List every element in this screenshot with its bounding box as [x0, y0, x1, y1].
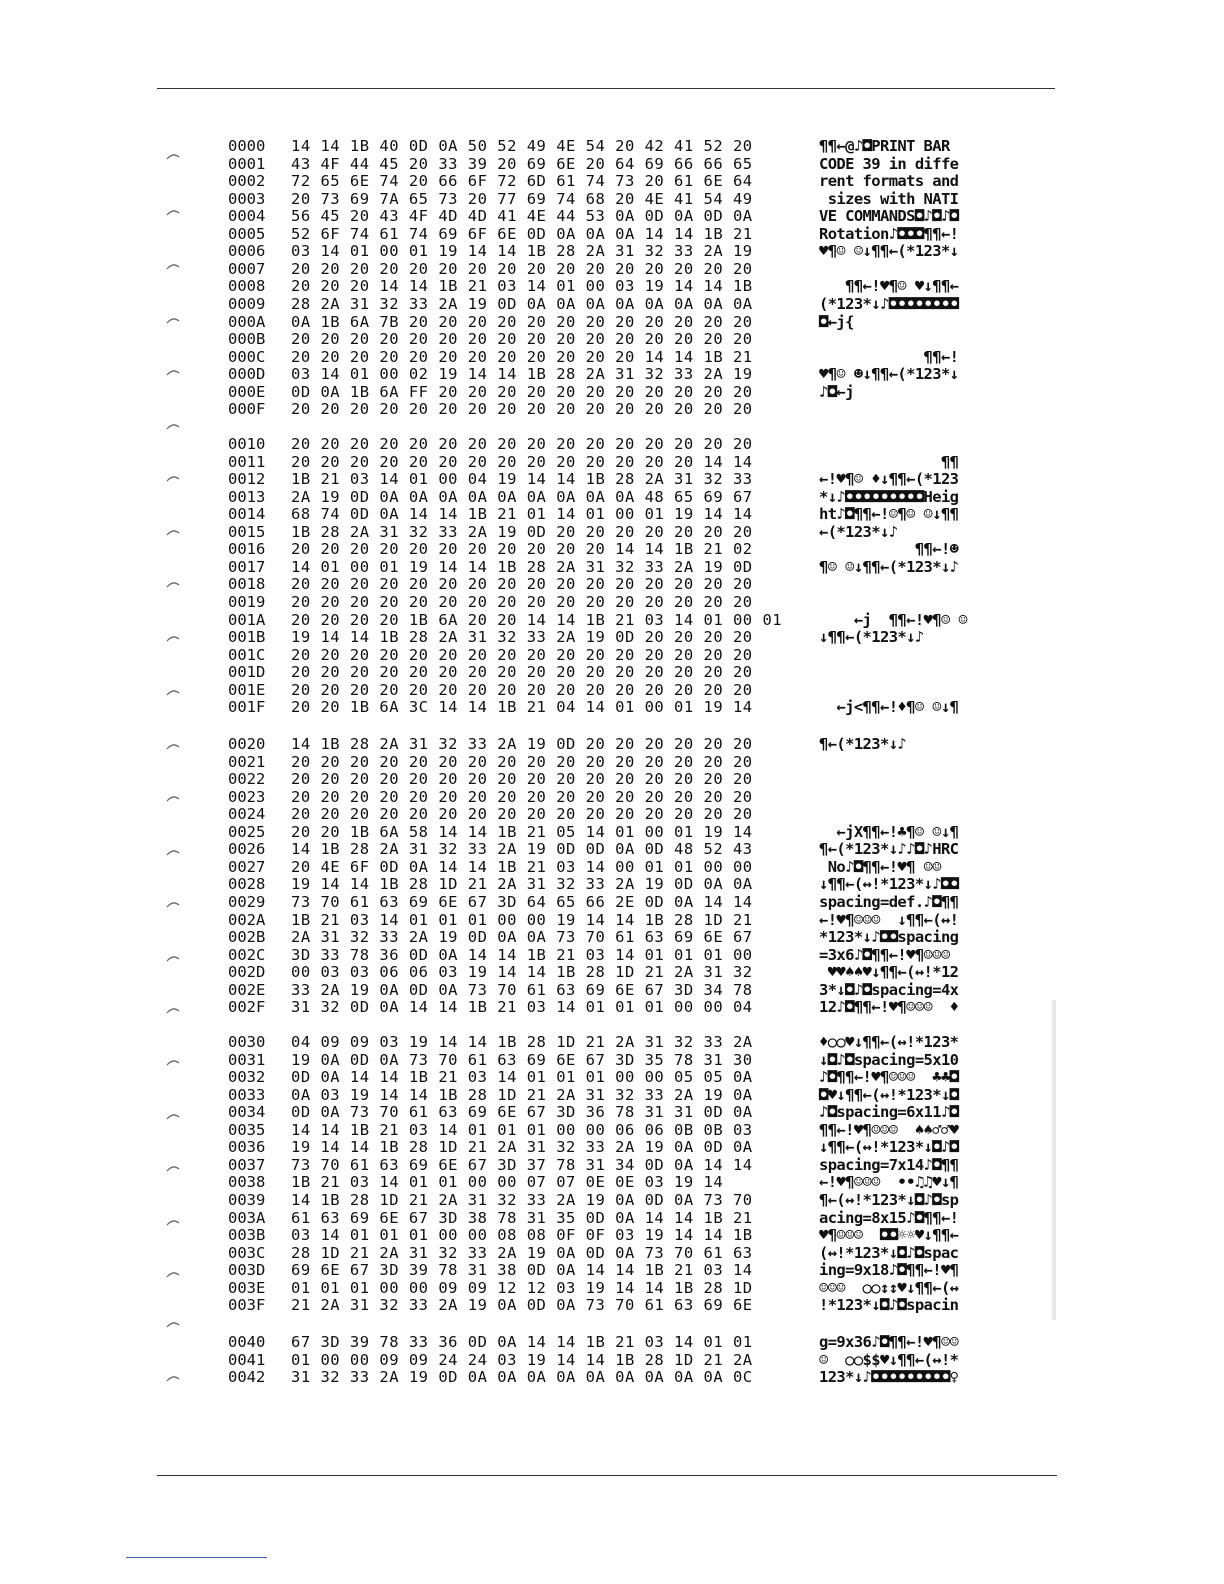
- row-ascii: ♪◘¶¶←!♥¶☺☺☺ ♣♣◘: [819, 1068, 959, 1087]
- row-hex-bytes: 20 20 20 20 20 20 20 20 20 20 20 20 20 20 20 20: [291, 805, 753, 824]
- row-ascii: ♦○○♥↓¶¶←(↔!*123*: [819, 1033, 959, 1051]
- row-hex-bytes: 20 20 1B 6A 58 14 14 1B 21 05 14 01 00 01 19 14: [291, 822, 753, 841]
- row-address: 0033: [228, 1085, 266, 1104]
- row-ascii: 3*↓◘♪◘spacing=4x: [819, 980, 959, 999]
- row-address: 000C: [228, 347, 266, 366]
- row-address: 003E: [228, 1278, 266, 1297]
- row-address: 002B: [228, 928, 266, 947]
- row-hex-bytes: 00 03 03 06 06 03 19 14 14 1B 28 1D 21 2A 31 32: [291, 963, 753, 982]
- row-ascii: (↔!*123*↓◘♪◘spac: [819, 1243, 959, 1262]
- row-address: 0032: [228, 1068, 266, 1087]
- row-address: 0019: [228, 592, 266, 611]
- row-hex-bytes: 20 20 20 20 1B 6A 20 20 14 14 1B 21 03 14 01 00 01: [291, 610, 783, 629]
- row-ascii: CODE 39 in diffe: [819, 154, 959, 173]
- row-ascii: ¶←(↔!*123*↓◘♪◘sp: [819, 1190, 959, 1209]
- row-hex-bytes: 43 4F 44 45 20 33 39 20 69 6E 20 64 69 66 66 65: [291, 154, 753, 173]
- row-ascii: ↓◘♪◘spacing=5x10: [819, 1050, 959, 1069]
- row-ascii: ♥¶☺☺☺ ◘◘☼☼♥↓¶¶←: [819, 1226, 959, 1245]
- row-address: 0037: [228, 1155, 266, 1174]
- row-hex-bytes: 73 70 61 63 69 6E 67 3D 37 78 31 34 0D 0A 14 14: [291, 1155, 753, 1174]
- row-address: 0010: [228, 435, 266, 453]
- row-hex-bytes: 20 20 20 20 20 20 20 20 20 20 20 20 20 20 20 20: [291, 575, 753, 594]
- row-address: 0040: [228, 1333, 266, 1351]
- row-ascii: 123*↓♪◘◘◘◘◘◘◘◘◘♀: [819, 1368, 959, 1387]
- row-hex-bytes: 14 01 00 01 19 14 14 1B 28 2A 31 32 33 2A 19 0D: [291, 557, 753, 576]
- tractor-hole-icon: [166, 900, 180, 909]
- row-hex-bytes: 14 14 1B 40 0D 0A 50 52 49 4E 54 20 42 41 52 20: [291, 137, 753, 155]
- row-ascii: ←j ¶¶←!♥¶☺ ☺: [819, 610, 968, 629]
- tractor-hole-icon: [166, 316, 180, 325]
- row-hex-bytes: 20 20 20 20 20 20 20 20 20 20 20 20 20 20 14 14: [291, 452, 753, 471]
- tractor-hole-icon: [166, 1270, 180, 1279]
- row-address: 0001: [228, 154, 266, 173]
- row-hex-bytes: 14 1B 28 2A 31 32 33 2A 19 0D 0D 0A 0D 48 52 43: [291, 840, 753, 859]
- row-ascii: ¶←(*123*↓♪: [819, 735, 907, 753]
- tractor-hole-icon: [166, 1112, 180, 1121]
- row-hex-bytes: 0A 1B 6A 7B 20 20 20 20 20 20 20 20 20 20 20 20: [291, 312, 753, 331]
- row-ascii: ♪◘←j: [819, 382, 854, 401]
- row-hex-bytes: 20 20 20 20 20 20 20 20 20 20 20 14 14 1B 21 02: [291, 540, 753, 559]
- row-address: 0029: [228, 892, 266, 911]
- row-hex-bytes: 73 70 61 63 69 6E 67 3D 64 65 66 2E 0D 0A 14 14: [291, 892, 753, 911]
- row-hex-bytes: 20 20 20 20 20 20 20 20 20 20 20 20 14 14 1B 21: [291, 347, 753, 366]
- row-address: 0030: [228, 1033, 266, 1051]
- row-ascii: ¶¶←!♥¶☺ ♥↓¶¶←: [819, 277, 959, 296]
- row-ascii: acing=8x15♪◘¶¶←!: [819, 1208, 959, 1227]
- row-ascii: sizes with NATI: [819, 189, 959, 208]
- row-address: 0024: [228, 805, 266, 824]
- row-hex-bytes: 52 6F 74 61 74 69 6F 6E 0D 0A 0A 0A 14 14 1B 21: [291, 224, 753, 243]
- row-address: 0016: [228, 540, 266, 559]
- row-ascii: ¶←(*123*↓♪♪◘♪HRC: [819, 840, 959, 859]
- row-hex-bytes: 72 65 6E 74 20 66 6F 72 6D 61 74 73 20 61 6E 64: [291, 172, 753, 191]
- row-address: 0026: [228, 840, 266, 859]
- row-address: 0012: [228, 470, 266, 489]
- row-address: 0007: [228, 259, 266, 278]
- row-ascii: g=9x36♪◘¶¶←!♥¶☺☺: [819, 1333, 959, 1351]
- row-hex-bytes: 20 20 20 20 20 20 20 20 20 20 20 20 20 20 20 20: [291, 787, 753, 806]
- row-hex-bytes: 1B 21 03 14 01 01 00 00 07 07 0E 0E 03 19 14: [291, 1173, 724, 1192]
- row-hex-bytes: 04 09 09 03 19 14 14 1B 28 1D 21 2A 31 32 33 2A: [291, 1033, 753, 1051]
- row-address: 001E: [228, 680, 266, 699]
- row-ascii: ♥¶☺ ☻↓¶¶←(*123*↓: [819, 365, 959, 384]
- row-address: 0005: [228, 224, 266, 243]
- row-hex-bytes: 0D 0A 14 14 1B 21 03 14 01 01 01 00 00 05 05 0A: [291, 1068, 753, 1087]
- row-address: 0018: [228, 575, 266, 594]
- row-ascii: ←!♥¶☺☺☺ ↓¶¶←(↔!: [819, 910, 959, 929]
- tractor-hole-icon: [166, 208, 180, 217]
- row-address: 0028: [228, 875, 266, 894]
- row-hex-bytes: 19 0A 0D 0A 73 70 61 63 69 6E 67 3D 35 78 31 30: [291, 1050, 753, 1069]
- row-hex-bytes: 01 01 01 00 00 09 09 12 12 03 19 14 14 1B 28 1D: [291, 1278, 753, 1297]
- row-ascii: ☺ ○○$$♥↓¶¶←(↔!*: [819, 1350, 959, 1369]
- row-address: 000B: [228, 330, 266, 349]
- row-address: 0036: [228, 1138, 266, 1157]
- row-hex-bytes: 67 3D 39 78 33 36 0D 0A 14 14 1B 21 03 14 01 01: [291, 1333, 753, 1351]
- row-hex-bytes: 19 14 14 1B 28 1D 21 2A 31 32 33 2A 19 0A 0D 0A: [291, 1138, 753, 1157]
- row-hex-bytes: 1B 21 03 14 01 00 04 19 14 14 1B 28 2A 31 32 33: [291, 470, 753, 489]
- row-address: 0021: [228, 752, 266, 771]
- tractor-hole-icon: [166, 422, 180, 431]
- row-hex-bytes: 28 2A 31 32 33 2A 19 0D 0A 0A 0A 0A 0A 0A 0A 0A: [291, 294, 753, 313]
- row-address: 0027: [228, 857, 266, 876]
- row-address: 003F: [228, 1296, 266, 1315]
- scan-shadow: [1051, 1000, 1056, 1320]
- header-rule: [157, 88, 1055, 89]
- tractor-hole-icon: [166, 368, 180, 377]
- row-ascii: *↓♪◘◘◘◘◘◘◘◘◘Heig: [819, 487, 959, 506]
- row-hex-bytes: 20 20 20 20 20 20 20 20 20 20 20 20 20 20 20 20: [291, 752, 753, 771]
- row-hex-bytes: 56 45 20 43 4F 4D 4D 41 4E 44 53 0A 0D 0A 0D 0A: [291, 207, 753, 226]
- row-ascii: ←!♥¶☺☺☺ ••♫♫♥↓¶: [819, 1173, 959, 1192]
- tractor-hole-icon: [166, 262, 180, 271]
- row-address: 0031: [228, 1050, 266, 1069]
- row-hex-bytes: 69 6E 67 3D 39 78 31 38 0D 0A 14 14 1B 21 03 14: [291, 1261, 753, 1280]
- row-ascii: 12♪◘¶¶←!♥¶☺☺☺ ♦: [819, 998, 959, 1017]
- row-address: 0034: [228, 1103, 266, 1122]
- tractor-hole-icon: [166, 1164, 180, 1173]
- row-hex-bytes: 0D 0A 73 70 61 63 69 6E 67 3D 36 78 31 31 0D 0A: [291, 1103, 753, 1122]
- row-hex-bytes: 21 2A 31 32 33 2A 19 0A 0D 0A 73 70 61 63 69 6E: [291, 1296, 753, 1315]
- tractor-hole-icon: [166, 580, 180, 589]
- tractor-hole-icon: [166, 848, 180, 857]
- row-address: 002D: [228, 963, 266, 982]
- row-address: 003B: [228, 1226, 266, 1245]
- tractor-hole-icon: [166, 1006, 180, 1015]
- row-address: 0041: [228, 1350, 266, 1369]
- row-ascii: ↓¶¶←(*123*↓♪: [819, 628, 924, 647]
- row-address: 0042: [228, 1368, 266, 1387]
- row-ascii: spacing=def.♪◘¶¶: [819, 892, 959, 911]
- row-ascii: ◘←j{: [819, 312, 854, 331]
- row-address: 000E: [228, 382, 266, 401]
- row-hex-bytes: 03 14 01 00 02 19 14 14 1B 28 2A 31 32 33 2A 19: [291, 365, 753, 384]
- tractor-hole-icon: [166, 742, 180, 751]
- row-address: 002E: [228, 980, 266, 999]
- row-hex-bytes: 20 20 20 20 20 20 20 20 20 20 20 20 20 20 20 20: [291, 592, 753, 611]
- row-hex-bytes: 28 1D 21 2A 31 32 33 2A 19 0A 0D 0A 73 70 61 63: [291, 1243, 753, 1262]
- row-hex-bytes: 31 32 0D 0A 14 14 1B 21 03 14 01 01 01 00 00 04: [291, 998, 753, 1017]
- tractor-hole-icon: [166, 528, 180, 537]
- row-address: 0003: [228, 189, 266, 208]
- row-ascii: ♪◘spacing=6x11♪◘: [819, 1103, 959, 1122]
- row-address: 0020: [228, 735, 266, 753]
- row-ascii: ¶¶←!♥¶☺☺☺ ♠♠♂♂♥: [819, 1120, 959, 1139]
- row-address: 0013: [228, 487, 266, 506]
- row-hex-bytes: 20 73 69 7A 65 73 20 77 69 74 68 20 4E 41 54 49: [291, 189, 753, 208]
- row-hex-bytes: 20 20 20 20 20 20 20 20 20 20 20 20 20 20 20 20: [291, 330, 753, 349]
- tractor-hole-icon: [166, 152, 180, 161]
- row-address: 002A: [228, 910, 266, 929]
- row-ascii: ing=9x18♪◘¶¶←!♥¶: [819, 1261, 959, 1280]
- row-ascii: (*123*↓♪◘◘◘◘◘◘◘◘: [819, 294, 959, 313]
- row-hex-bytes: 20 20 20 20 20 20 20 20 20 20 20 20 20 20 20 20: [291, 400, 753, 419]
- row-address: 0004: [228, 207, 266, 226]
- row-address: 001B: [228, 628, 266, 647]
- row-ascii: ↓¶¶←(↔!*123*↓♪◘◘: [819, 875, 959, 894]
- row-ascii: ←jX¶¶←!♣¶☺ ☺↓¶: [819, 822, 959, 841]
- row-ascii: VE COMMANDS◘♪◘♪◘: [819, 207, 959, 226]
- row-hex-bytes: 19 14 14 1B 28 1D 21 2A 31 32 33 2A 19 0D 0A 0A: [291, 875, 753, 894]
- row-address: 003D: [228, 1261, 266, 1280]
- row-hex-bytes: 0A 03 19 14 14 1B 28 1D 21 2A 31 32 33 2A 19 0A: [291, 1085, 753, 1104]
- row-address: 0039: [228, 1190, 266, 1209]
- row-ascii: !*123*↓◘♪◘spacin: [819, 1296, 959, 1315]
- row-address: 0008: [228, 277, 266, 296]
- row-ascii: ht♪◘¶¶←!☺¶☺ ☺↓¶¶: [819, 505, 959, 524]
- row-address: 0011: [228, 452, 266, 471]
- row-hex-bytes: 14 1B 28 1D 21 2A 31 32 33 2A 19 0A 0D 0A 73 70: [291, 1190, 753, 1209]
- row-address: 0038: [228, 1173, 266, 1192]
- row-address: 001F: [228, 698, 266, 717]
- footnote-rule: [126, 1557, 267, 1558]
- row-hex-bytes: 33 2A 19 0A 0D 0A 73 70 61 63 69 6E 67 3D 34 78: [291, 980, 753, 999]
- row-ascii: ←!♥¶☺ ♦↓¶¶←(*123: [819, 470, 959, 489]
- row-ascii: =3x6♪◘¶¶←!♥¶☺☺☺: [819, 945, 950, 964]
- row-hex-bytes: 20 20 20 20 20 20 20 20 20 20 20 20 20 20 20 20: [291, 770, 753, 789]
- row-address: 000A: [228, 312, 266, 331]
- row-hex-bytes: 68 74 0D 0A 14 14 1B 21 01 14 01 00 01 19 14 14: [291, 505, 753, 524]
- row-address: 000D: [228, 365, 266, 384]
- row-address: 002F: [228, 998, 266, 1017]
- tractor-hole-icon: [166, 474, 180, 483]
- row-ascii: *123*↓♪◘◘spacing: [819, 928, 959, 947]
- row-address: 002C: [228, 945, 266, 964]
- row-ascii: ◘♥↓¶¶←(↔!*123*↓◘: [819, 1085, 959, 1104]
- row-hex-bytes: 19 14 14 1B 28 2A 31 32 33 2A 19 0D 20 20 20 20: [291, 628, 753, 647]
- row-ascii: ¶¶←!: [819, 347, 959, 366]
- row-address: 003A: [228, 1208, 266, 1227]
- row-ascii: ¶¶: [819, 452, 959, 471]
- tractor-hole-icon: [166, 1218, 180, 1227]
- row-address: 0015: [228, 522, 266, 541]
- row-hex-bytes: 0D 0A 1B 6A FF 20 20 20 20 20 20 20 20 20 20 20: [291, 382, 753, 401]
- row-address: 001C: [228, 645, 266, 664]
- row-ascii: ↓¶¶←(↔!*123*↓◘♪◘: [819, 1138, 959, 1157]
- footer-rule: [157, 1475, 1057, 1476]
- row-ascii: Rotation♪◘◘◘¶¶←!: [819, 224, 959, 243]
- row-hex-bytes: 3D 33 78 36 0D 0A 14 14 1B 21 03 14 01 01 01 00: [291, 945, 753, 964]
- row-hex-bytes: 14 1B 28 2A 31 32 33 2A 19 0D 20 20 20 20 20 20: [291, 735, 753, 753]
- row-hex-bytes: 31 32 33 2A 19 0D 0A 0A 0A 0A 0A 0A 0A 0A 0A 0C: [291, 1368, 753, 1387]
- tractor-hole-icon: [166, 1320, 180, 1329]
- row-hex-bytes: 20 20 20 20 20 20 20 20 20 20 20 20 20 20 20 20: [291, 259, 753, 278]
- row-address: 0023: [228, 787, 266, 806]
- row-ascii: ☺☺☺ ○○↕↕♥↓¶¶←(↔: [819, 1278, 959, 1297]
- row-hex-bytes: 1B 28 2A 31 32 33 2A 19 0D 20 20 20 20 20 20 20: [291, 522, 753, 541]
- row-hex-bytes: 61 63 69 6E 67 3D 38 78 31 35 0D 0A 14 14 1B 21: [291, 1208, 753, 1227]
- row-address: 003C: [228, 1243, 266, 1262]
- row-address: 0002: [228, 172, 266, 191]
- row-address: 0000: [228, 137, 266, 155]
- tractor-hole-icon: [166, 1374, 180, 1383]
- row-hex-bytes: 20 20 1B 6A 3C 14 14 1B 21 04 14 01 00 01 19 14: [291, 698, 753, 717]
- row-hex-bytes: 03 14 01 01 01 00 00 08 08 0F 0F 03 19 14 14 1B: [291, 1226, 753, 1245]
- row-hex-bytes: 20 20 20 20 20 20 20 20 20 20 20 20 20 20 20 20: [291, 680, 753, 699]
- tractor-hole-icon: [166, 794, 180, 803]
- row-hex-bytes: 01 00 00 09 09 24 24 03 19 14 14 1B 28 1D 21 2A: [291, 1350, 753, 1369]
- row-hex-bytes: 20 20 20 14 14 1B 21 03 14 01 00 03 19 14 14 1B: [291, 277, 753, 296]
- row-address: 0022: [228, 770, 266, 789]
- row-hex-bytes: 20 4E 6F 0D 0A 14 14 1B 21 03 14 00 01 01 00 00: [291, 857, 753, 876]
- row-hex-bytes: 20 20 20 20 20 20 20 20 20 20 20 20 20 20 20 20: [291, 663, 753, 682]
- row-hex-bytes: 03 14 01 00 01 19 14 14 1B 28 2A 31 32 33 2A 19: [291, 242, 753, 261]
- row-address: 0017: [228, 557, 266, 576]
- row-ascii: ♥¶☺ ☺↓¶¶←(*123*↓: [819, 242, 959, 261]
- tractor-hole-icon: [166, 634, 180, 643]
- row-address: 000F: [228, 400, 266, 419]
- row-hex-bytes: 1B 21 03 14 01 01 01 00 00 19 14 14 1B 28 1D 21: [291, 910, 753, 929]
- row-ascii: ¶¶←@♪◘PRINT BAR: [819, 137, 950, 155]
- row-ascii: ¶¶←!☻: [819, 540, 959, 559]
- row-address: 0009: [228, 294, 266, 313]
- row-address: 001D: [228, 663, 266, 682]
- row-address: 0025: [228, 822, 266, 841]
- row-hex-bytes: 2A 19 0D 0A 0A 0A 0A 0A 0A 0A 0A 0A 48 65 69 67: [291, 487, 753, 506]
- tractor-hole-icon: [166, 688, 180, 697]
- row-ascii: ¶☺ ☺↓¶¶←(*123*↓♪: [819, 557, 959, 576]
- row-address: 0014: [228, 505, 266, 524]
- row-ascii: spacing=7x14♪◘¶¶: [819, 1155, 959, 1174]
- row-ascii: ♥♥♠♠♥↓¶¶←(↔!*12: [819, 963, 959, 982]
- row-address: 0035: [228, 1120, 266, 1139]
- row-ascii: ←j<¶¶←!♦¶☺ ☺↓¶: [819, 698, 959, 717]
- row-address: 001A: [228, 610, 266, 629]
- row-hex-bytes: 2A 31 32 33 2A 19 0D 0A 0A 73 70 61 63 69 6E 67: [291, 928, 753, 947]
- tractor-hole-icon: [166, 954, 180, 963]
- row-ascii: rent formats and: [819, 172, 959, 191]
- row-ascii: ←(*123*↓♪: [819, 522, 898, 541]
- row-ascii: No♪◘¶¶←!♥¶ ☺☺: [819, 857, 941, 876]
- row-hex-bytes: 20 20 20 20 20 20 20 20 20 20 20 20 20 20 20 20: [291, 645, 753, 664]
- row-hex-bytes: 20 20 20 20 20 20 20 20 20 20 20 20 20 20 20 20: [291, 435, 753, 453]
- row-address: 0006: [228, 242, 266, 261]
- tractor-hole-icon: [166, 1058, 180, 1067]
- row-hex-bytes: 14 14 1B 21 03 14 01 01 01 00 00 06 06 0B 0B 03: [291, 1120, 753, 1139]
